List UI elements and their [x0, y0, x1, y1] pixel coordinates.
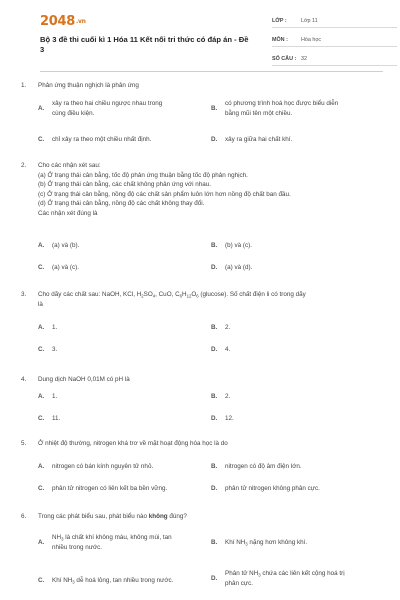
header-divider: [40, 71, 383, 72]
question-1: 1. Phản ứng thuận nghịch là phản ứng A. xảy ra theo hai chiều ngược nhau trong cùng điều kiện. B. có phương trình hoá học được biểu diễn bằng mũi tên một chiều. C. chỉ xảy ra theo một chiều nhất định. D. xảy ra giữa hai chất khí.: [21, 81, 400, 151]
question-2: 2. Cho các nhận xét sau: (a) Ở trạng thái cân bằng, tốc độ phản ứng thuận bằng tốc độ phản nghịch. (b) Ở trạng thái cân bằng, các chất không phản ứng với nhau. (c) Ở trạng thái cân bằng, nồng độ các chất sản phẩm luôn lớn hơn nồng độ chất ban đầu. (d) Ở trạng thái cân bằng, nồng độ các chất không thay đổi. Các nhận xét đúng là A. (a) và (b). B. (b) và (c). C. (a) và (c). D. (a) và (d).: [21, 161, 400, 276]
question-text: Trong các phát biểu sau, phát biểu nào không đúng?: [38, 513, 187, 520]
question-text: Cho các nhận xét sau: (a) Ở trạng thái cân bằng, tốc độ phản ứng thuận bằng tốc độ phản nghịch. (b) Ở trạng thái cân bằng, các chất không phản ứng với nhau. (c) Ở trạng thái cân bằng, nồng độ các chất sản phẩm luôn lớn hơn nồng độ chất ban đầu. (d) Ở trạng thái cân bằng, nồng độ các chất không thay đổi. Các nhận xét đúng là: [38, 161, 400, 218]
question-number: 4.: [21, 376, 27, 383]
question-number: 5.: [21, 440, 27, 447]
question-5: 5. Ở nhiệt độ thường, nitrogen khá trơ về mặt hoạt động hóa học là do A. nitrogen có bán kính nguyên tử nhỏ. B. nitrogen có độ âm điện lớn. C. phân tử nitrogen có liên kết ba bền vững. D. phân tử nitrogen không phân cực.: [21, 439, 400, 495]
question-4: 4. Dung dịch NaOH 0,01M có pH là A. 1. B. 2. C. 11. D. 12.: [21, 375, 400, 427]
question-text: Cho dãy các chất sau: NaOH, KCl, $H_2SO_4$, CuO, $C_6H_{12}O_6$ (glucose). Số chất điện li có trong dãy là: [38, 291, 306, 308]
question-number: 6.: [21, 513, 27, 520]
exam-title: Bộ 3 đề thi cuối kì 1 Hóa 11 Kết nối tri thức có đáp án - Đề 3: [40, 35, 249, 54]
statement-a: (a) Ở trạng thái cân bằng, tốc độ phản ứng thuận bằng tốc độ phản nghịch.: [38, 171, 248, 179]
question-number: 2.: [21, 162, 27, 169]
statement-prompt: Các nhận xét đúng là: [38, 209, 98, 217]
statement-b: (b) Ở trạng thái cân bằng, các chất không phản ứng với nhau.: [38, 181, 212, 188]
meta-row-count: SỐ CÂU : 32: [272, 52, 397, 66]
meta-row-subject: MÔN : Hóa học: [272, 33, 397, 47]
statement-d: (d) Ở trạng thái cân bằng, nồng độ các chất không thay đổi.: [38, 200, 205, 207]
question-6: 6. Trong các phát biểu sau, phát biểu nào không đúng? A. $NH_3$ là chất khí không màu, không mùi, tan nhiều trong nước. B. Khí $NH_3$ nặng hơn không khí. C. Khí $NH_3$ dễ hoá lỏng, tan nhiều trong nước. D. Phân tử $NH_3$ chứa các liên kết cộng hoá trị phân cực.: [21, 512, 400, 600]
question-text: Dung dịch NaOH 0,01M có pH là: [38, 376, 130, 383]
exam-meta: [272, 14, 397, 71]
question-text: Ở nhiệt độ thường, nitrogen khá trơ về mặt hoạt động hóa học là do: [38, 440, 228, 447]
page-header: [19, 0, 383, 72]
question-number: 3.: [21, 291, 27, 298]
statement-c: (c) Ở trạng thái cân bằng, nồng độ các chất sản phẩm luôn lớn hơn nồng độ chất ban đầu.: [38, 190, 291, 198]
meta-row-class: LỚP : Lớp 11: [272, 14, 397, 28]
question-number: 1.: [21, 82, 27, 89]
site-logo[interactable]: 2048.vn: [40, 14, 86, 29]
question-3: 3. Cho dãy các chất sau: NaOH, KCl, $H_2SO_4$, CuO, $C_6H_{12}O_6$ (glucose). Số chất điện li có trong dãy là A. 1. B. 2. C. 3. D. 4.: [21, 290, 400, 360]
question-text: Phản ứng thuận nghịch là phản ứng: [38, 82, 139, 89]
